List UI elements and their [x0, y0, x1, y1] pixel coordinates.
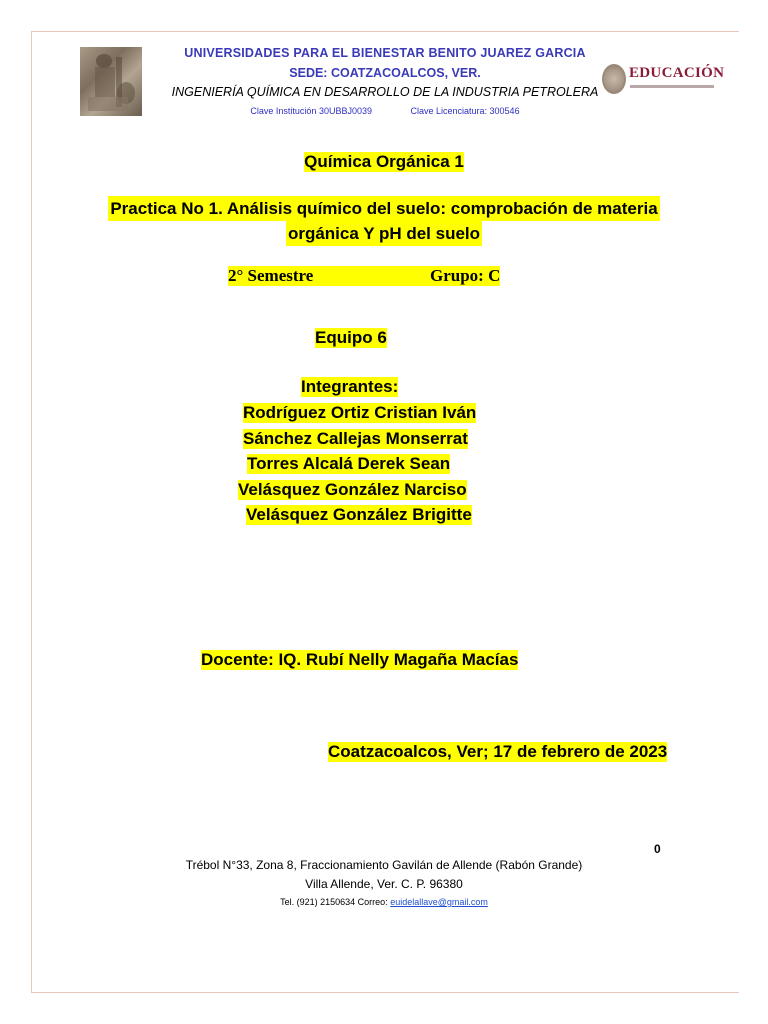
page-number: 0 [654, 842, 661, 856]
university-logo [80, 47, 142, 116]
footer-address-line1: Trébol N°33, Zona 8, Fraccionamiento Gavilán de Allende (Rabón Grande) [185, 858, 583, 872]
degree-key: Clave Licenciatura: 300546 [410, 106, 520, 116]
institution-key: Clave Institución 30UBBJ0039 [250, 106, 372, 116]
members-label-text: Integrantes: [301, 377, 399, 396]
campus-name: SEDE: COATZACOALCOS, VER. [289, 66, 481, 80]
footer-address-line2: Villa Allende, Ver. C. P. 96380 [305, 877, 463, 891]
members-label [301, 377, 398, 397]
footer-phone: Tel. (921) 2150634 [280, 897, 356, 907]
education-logo [602, 62, 725, 98]
place-date [328, 742, 667, 762]
group-text: Grupo: C [430, 266, 501, 285]
member-name: Torres Alcalá Derek Sean [247, 454, 451, 473]
member-item [243, 403, 476, 423]
government-seal-icon [602, 64, 626, 94]
group [430, 266, 500, 286]
practice-title [0, 196, 768, 246]
education-logo-subtitle-mark [630, 85, 714, 88]
university-name: UNIVERSIDADES PARA EL BIENESTAR BENITO JUAREZ GARCIA [184, 46, 586, 60]
member-name: Rodríguez Ortiz Cristian Iván [243, 403, 477, 422]
semester [228, 266, 433, 286]
member-item [247, 454, 450, 474]
education-logo-text: EDUCACIÓN [629, 65, 725, 81]
career-name: INGENIERÍA QUÍMICA EN DESARROLLO DE LA INDUSTRIA PETROLERA [171, 85, 599, 99]
team-text: Equipo 6 [315, 328, 387, 347]
practice-title-line1: Practica No 1. Análisis químico del suelo: comprobación de materia [108, 196, 659, 221]
team [315, 328, 387, 348]
course-title [0, 152, 768, 172]
member-name: Sánchez Callejas Monserrat [243, 429, 468, 448]
place-date-text: Coatzacoalcos, Ver; 17 de febrero de 2023 [328, 742, 668, 761]
footer-contact [0, 897, 768, 907]
relief-image [80, 47, 142, 116]
member-item [246, 505, 472, 525]
teacher-text: Docente: IQ. Rubí Nelly Magaña Macías [201, 650, 519, 669]
member-item [243, 429, 468, 449]
member-name: Velásquez González Brigitte [246, 505, 472, 524]
institution-keys [160, 106, 610, 116]
member-name: Velásquez González Narciso [238, 480, 467, 499]
course-title-text: Química Orgánica 1 [304, 152, 464, 171]
member-item [238, 480, 467, 500]
teacher [201, 650, 518, 670]
semester-text: 2° Semestre [228, 266, 433, 286]
footer-email-link[interactable]: euidelallave@gmail.com [390, 897, 488, 907]
practice-title-line2: orgánica Y pH del suelo [286, 221, 482, 246]
footer-email-label: Correo: [357, 897, 388, 907]
